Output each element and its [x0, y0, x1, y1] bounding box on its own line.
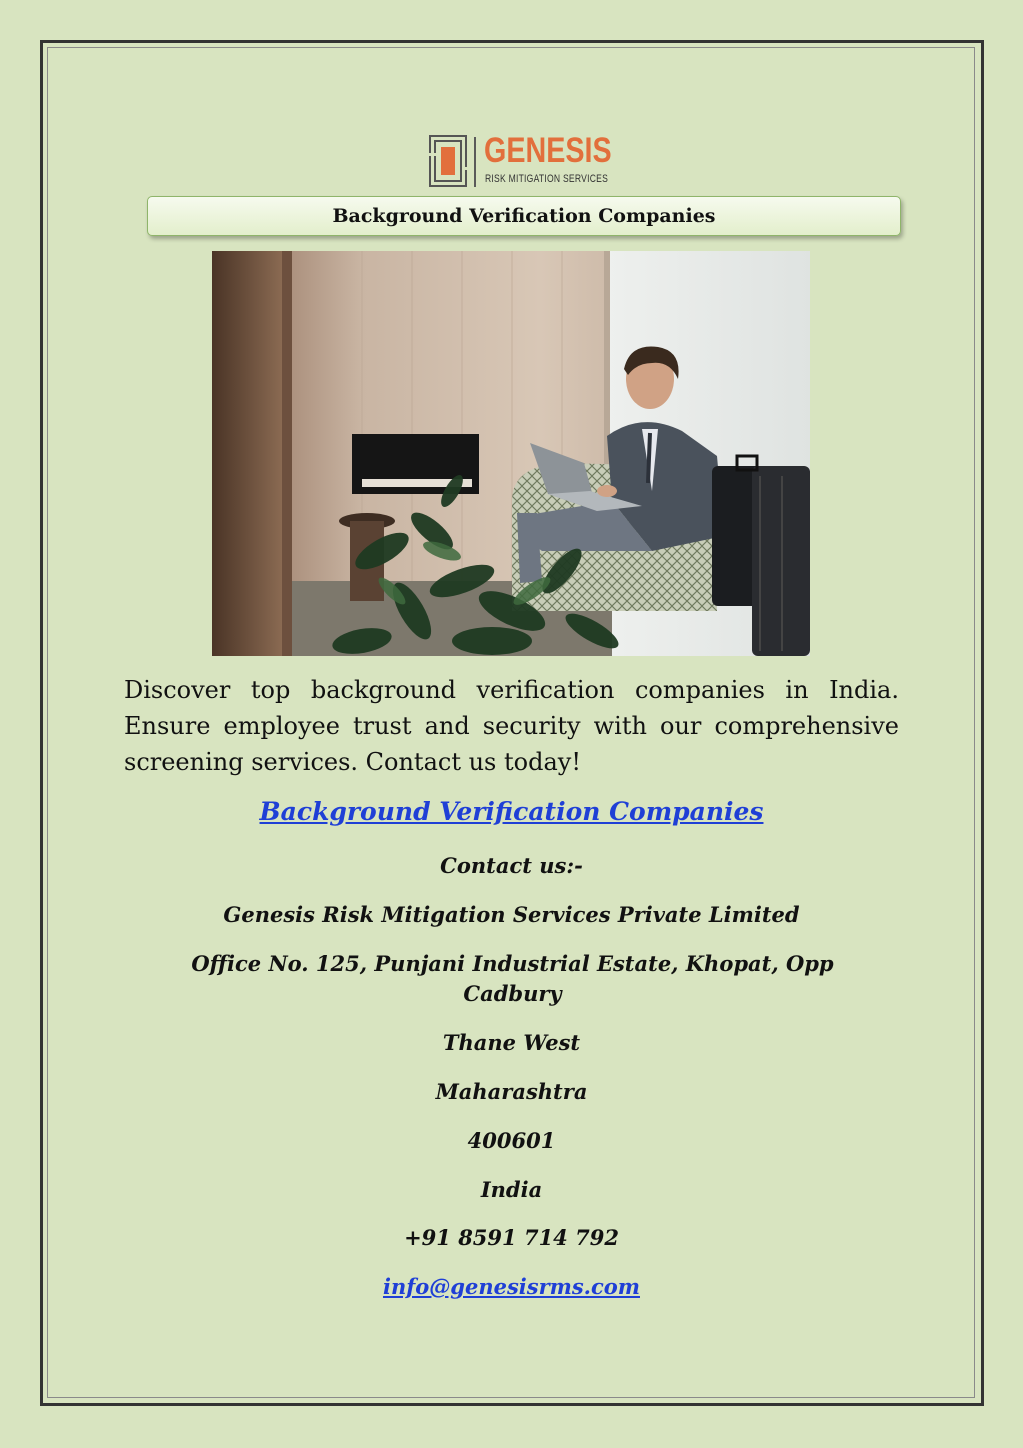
logo-title: GENESIS: [484, 131, 612, 170]
city: Thane West: [442, 1030, 581, 1055]
phone-number: +91 8591 714 792: [404, 1225, 619, 1250]
logo-divider: [474, 137, 476, 187]
banner-title: Background Verification Companies: [332, 205, 716, 227]
state: Maharashtra: [435, 1079, 588, 1104]
company-name: Genesis Risk Mitigation Services Private Limited: [223, 902, 800, 927]
logo-subtitle: RISK MITIGATION SERVICES: [485, 173, 609, 185]
email-link[interactable]: info@genesisrms.com: [382, 1274, 640, 1299]
logo-mark-icon: [428, 133, 470, 189]
country: India: [480, 1177, 543, 1202]
genesis-logo: [428, 131, 612, 189]
hero-photo: [212, 251, 810, 656]
postal-code: 400601: [467, 1128, 556, 1153]
contact-heading: Contact us:-: [440, 853, 583, 878]
title-banner: [147, 196, 901, 236]
description-text: Discover top background verification companies in India. Ensure employee trust and security with our comprehensive screening services. Contact us today!: [124, 676, 899, 776]
email-row: [124, 1272, 899, 1302]
background-verification-link[interactable]: Background Verification Companies: [259, 797, 764, 826]
address-line: Office No. 125, Punjani Industrial Estate, Khopat, Opp Cadbury: [191, 951, 834, 1006]
photo-illustration: [212, 251, 810, 656]
